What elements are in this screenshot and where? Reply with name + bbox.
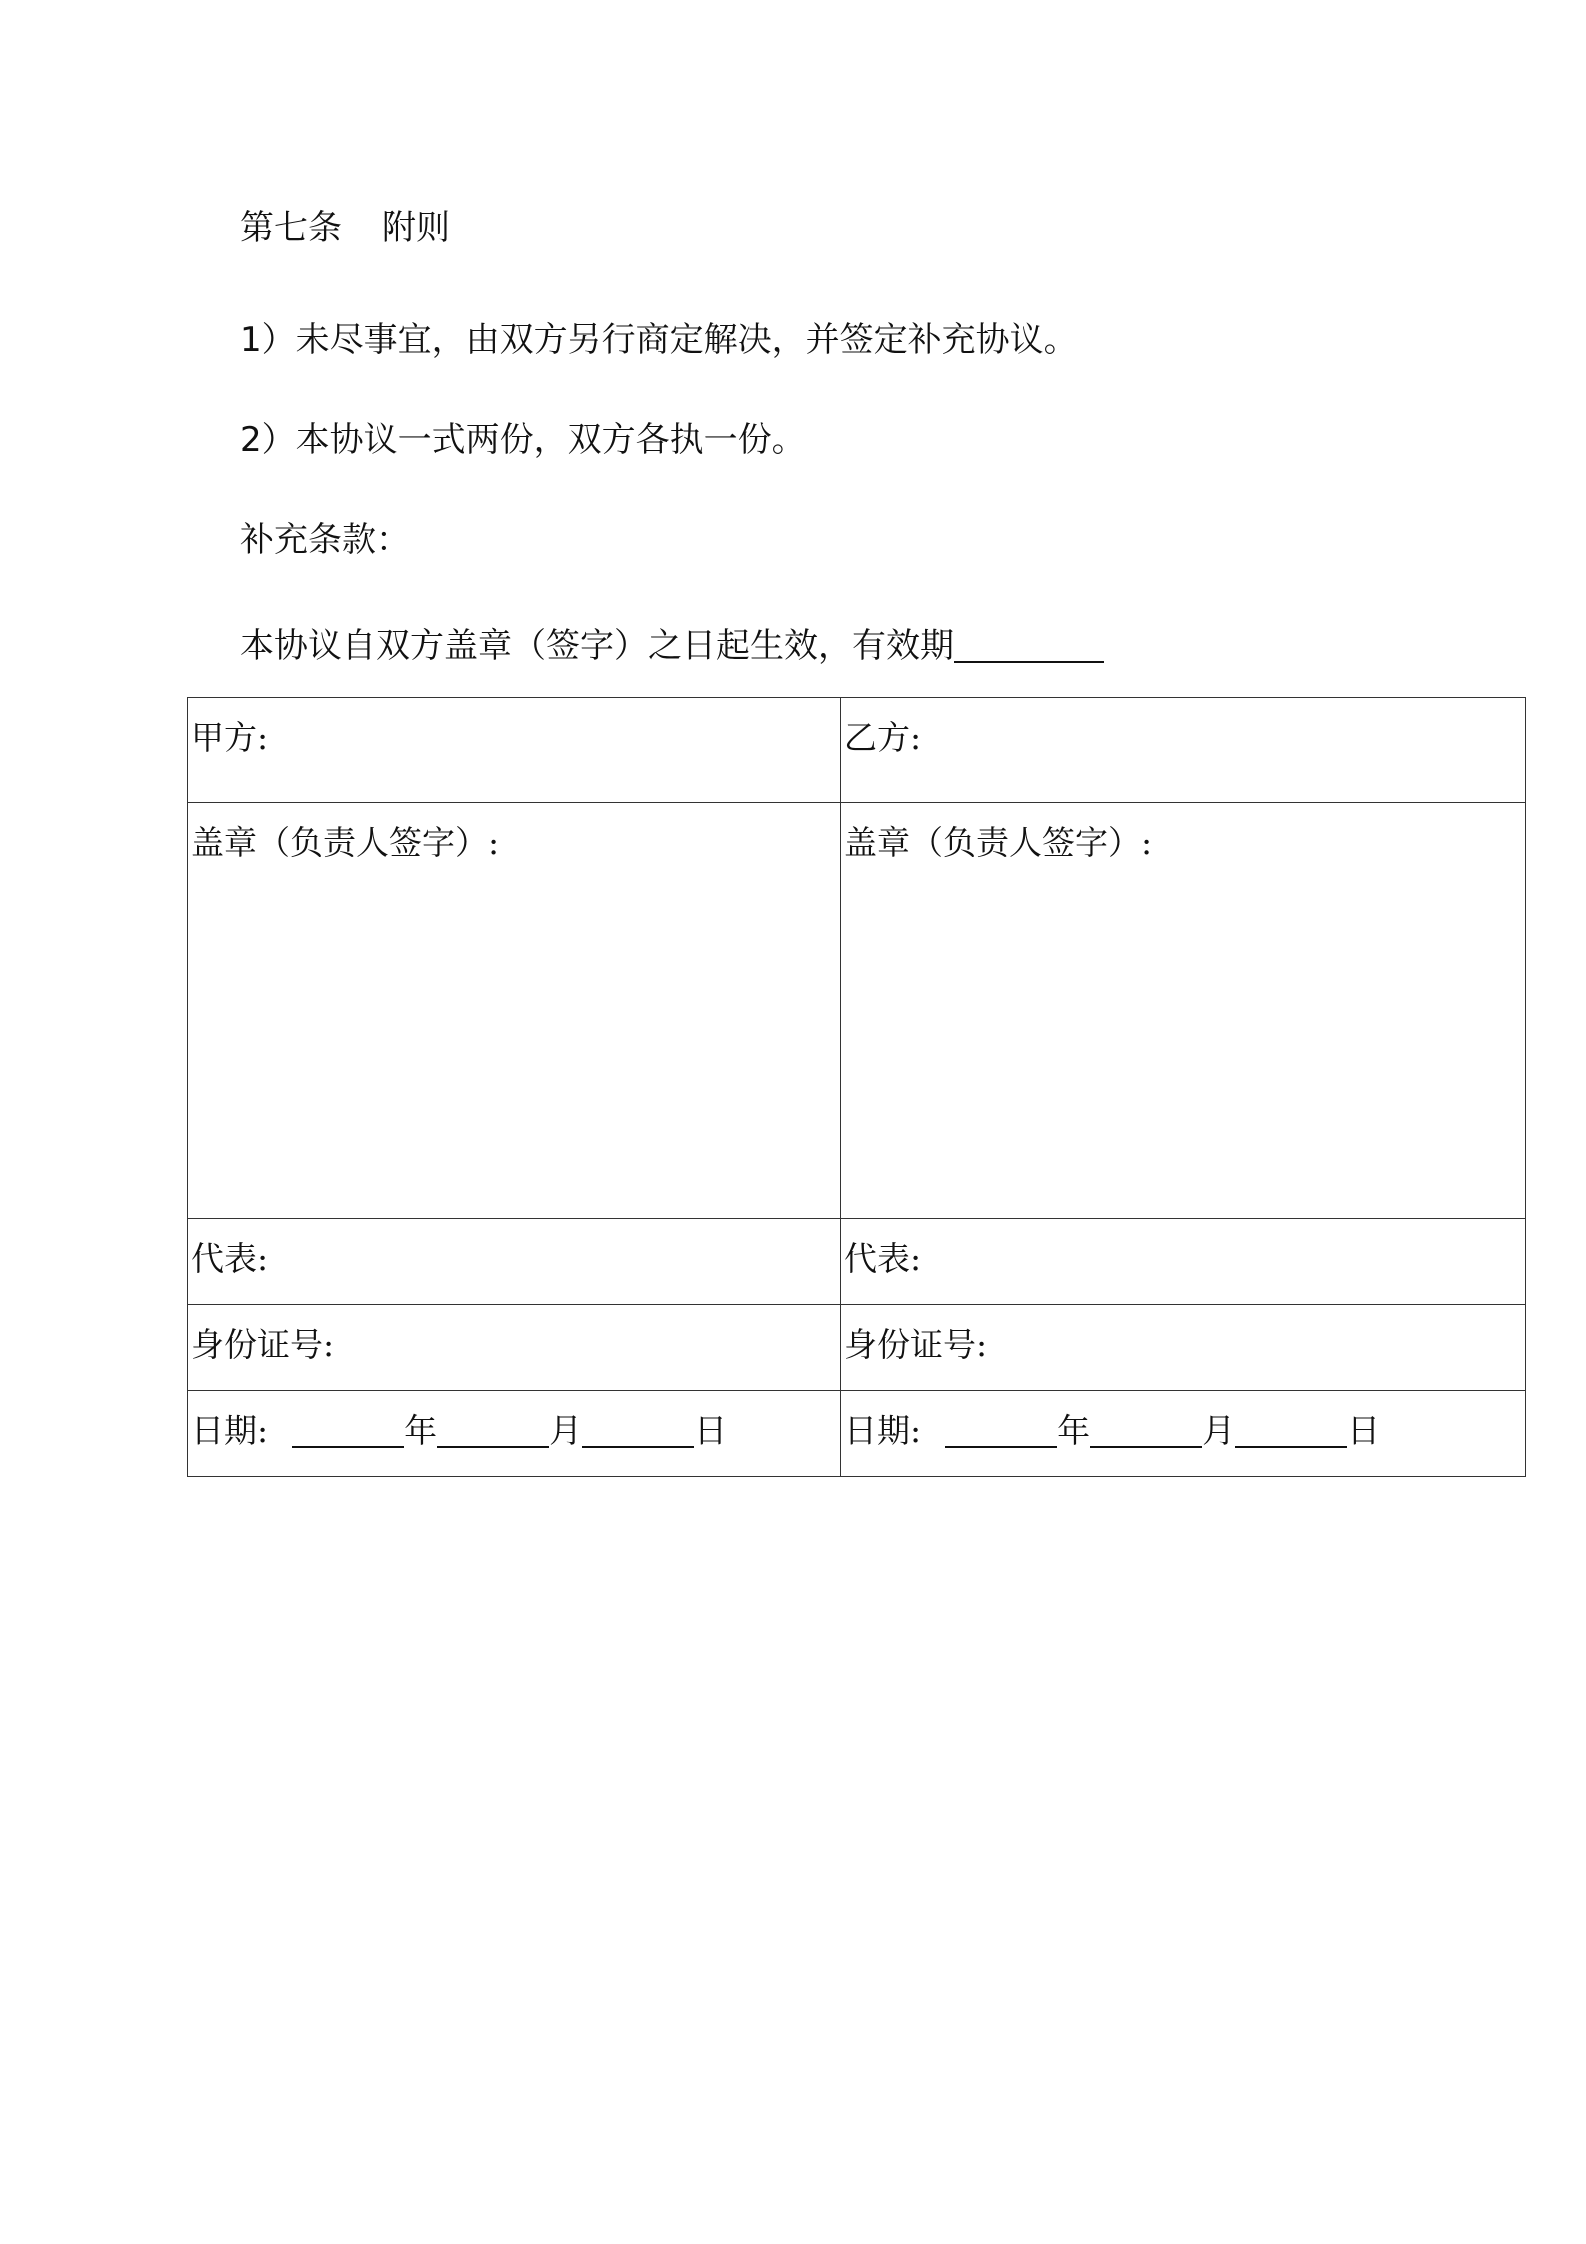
party-row — [188, 698, 1526, 803]
clause-2: 2）本协议一式两份，双方各执一份。 — [240, 420, 806, 460]
party-b-representative-label: 代表: — [844, 1239, 922, 1278]
party-a-seal-cell[interactable] — [188, 803, 841, 1219]
party-a-label: 甲方: — [191, 718, 269, 757]
party-b-id-label: 身份证号: — [844, 1325, 988, 1364]
party-b-seal-label: 盖章（负责人签字）: — [844, 823, 1153, 862]
party-a-representative-cell[interactable] — [188, 1219, 841, 1305]
validity-statement — [240, 624, 1104, 668]
party-b-date-label: 日期: — [844, 1411, 922, 1450]
party-a-seal-label: 盖章（负责人签字）: — [191, 823, 500, 862]
party-b-year-blank[interactable] — [945, 1412, 1057, 1448]
article-number: 第七条 — [240, 208, 342, 248]
party-a-year-label: 年 — [404, 1411, 438, 1450]
seal-row — [188, 803, 1526, 1219]
party-b-date-cell — [841, 1391, 1526, 1477]
date-row — [188, 1391, 1526, 1477]
party-b-month-label: 月 — [1202, 1411, 1236, 1450]
party-b-id-cell[interactable] — [841, 1305, 1526, 1391]
party-a-month-label: 月 — [549, 1411, 583, 1450]
supplement-label: 补充条款： — [240, 520, 410, 560]
party-a-year-blank[interactable] — [292, 1412, 404, 1448]
party-a-representative-label: 代表: — [191, 1239, 269, 1278]
party-b-representative-cell[interactable] — [841, 1219, 1526, 1305]
party-a-month-blank[interactable] — [437, 1412, 549, 1448]
signature-table — [187, 697, 1526, 1477]
party-a-day-blank[interactable] — [582, 1412, 694, 1448]
party-a-cell[interactable] — [188, 698, 841, 803]
party-b-cell[interactable] — [841, 698, 1526, 803]
party-a-id-cell[interactable] — [188, 1305, 841, 1391]
article-heading — [240, 206, 450, 250]
party-a-date-label: 日期: — [191, 1411, 269, 1450]
representative-row — [188, 1219, 1526, 1305]
party-b-day-blank[interactable] — [1235, 1412, 1347, 1448]
article-title: 附则 — [382, 208, 450, 248]
party-a-id-label: 身份证号: — [191, 1325, 335, 1364]
party-b-month-blank[interactable] — [1090, 1412, 1202, 1448]
party-b-seal-cell[interactable] — [841, 803, 1526, 1219]
party-b-day-label: 日 — [1347, 1411, 1381, 1450]
party-b-label: 乙方: — [844, 718, 922, 757]
party-a-date-cell — [188, 1391, 841, 1477]
clause-1: 1）未尽事宜，由双方另行商定解决，并签定补充协议。 — [240, 320, 1078, 360]
party-b-year-label: 年 — [1057, 1411, 1091, 1450]
id-number-row — [188, 1305, 1526, 1391]
validity-period-blank[interactable] — [954, 625, 1104, 663]
party-a-day-label: 日 — [694, 1411, 728, 1450]
validity-text: 本协议自双方盖章（签字）之日起生效，有效期 — [240, 626, 954, 666]
